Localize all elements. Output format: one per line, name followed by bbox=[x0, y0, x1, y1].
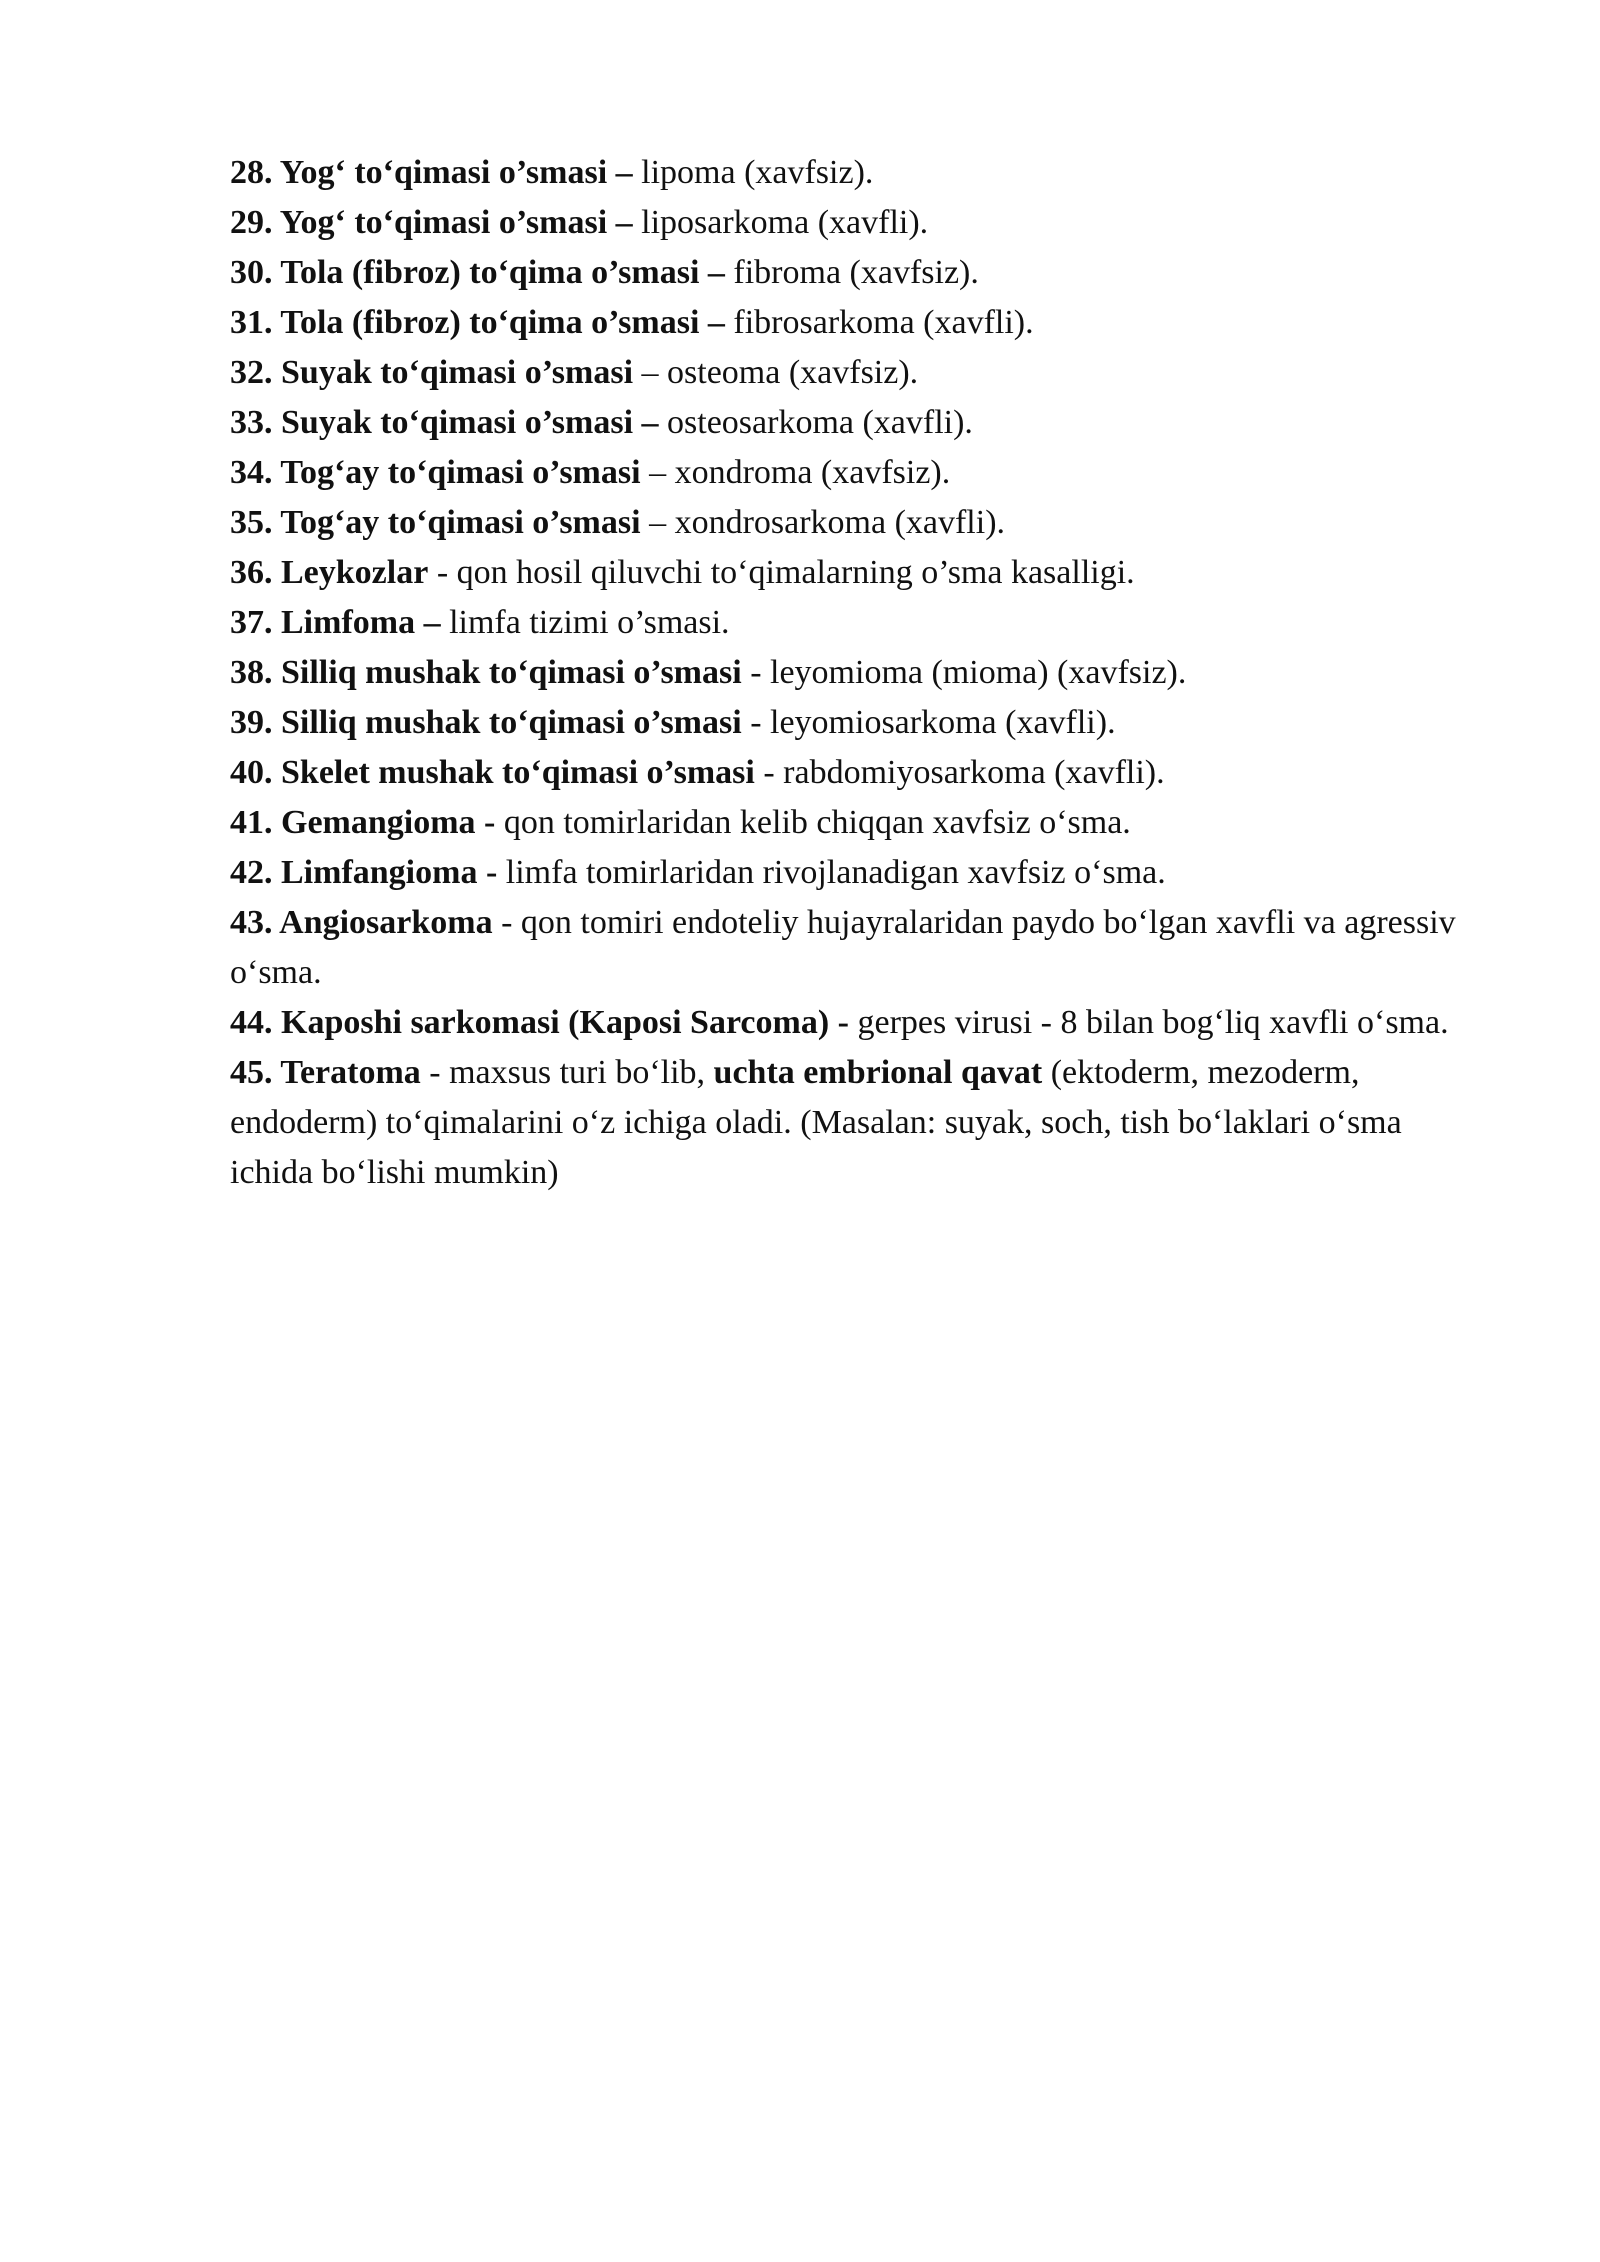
list-item bbox=[230, 748, 1490, 798]
entry-number: 33. bbox=[230, 404, 273, 441]
entry-term: Angiosarkoma bbox=[272, 904, 493, 941]
entry-description: – osteoma (xavfsiz). bbox=[633, 354, 919, 391]
entry-term: Tog‘ay to‘qimasi o’smasi bbox=[272, 504, 641, 541]
entry-number: 39. bbox=[230, 704, 273, 741]
entry-term: Suyak to‘qimasi o’smasi bbox=[272, 354, 634, 391]
entry-term: Limfoma – bbox=[272, 604, 441, 641]
entry-term: Yog‘ to‘qimasi o’smasi – bbox=[272, 204, 633, 241]
list-item bbox=[230, 348, 1490, 398]
entry-term: Yog‘ to‘qimasi o’smasi – bbox=[272, 154, 633, 191]
list-item bbox=[230, 898, 1490, 998]
entry-description: fibroma (xavfsiz). bbox=[724, 254, 979, 291]
entry-description: osteosarkoma (xavfli). bbox=[658, 404, 973, 441]
entry-description: – xondrosarkoma (xavfli). bbox=[640, 504, 1006, 541]
entry-number: 36. bbox=[230, 554, 273, 591]
entry-description: limfa tomirlaridan rivojlanadigan xavfsiz o‘sma. bbox=[497, 854, 1166, 891]
entry-term: Tog‘ay to‘qimasi o’smasi bbox=[272, 454, 641, 491]
list-item bbox=[230, 298, 1490, 348]
entry-description: gerpes virusi - 8 bilan bog‘liq xavfli o‘sma. bbox=[848, 1004, 1449, 1041]
entry-term: Leykozlar bbox=[272, 554, 429, 591]
entry-description: liposarkoma (xavfli). bbox=[632, 204, 929, 241]
entry-term: Silliq mushak to‘qimasi o’smasi bbox=[272, 704, 742, 741]
entry-description: fibrosarkoma (xavfli). bbox=[724, 304, 1034, 341]
entry-term: Silliq mushak to‘qimasi o’smasi bbox=[272, 654, 742, 691]
list-item bbox=[230, 798, 1490, 848]
entry-number: 40. bbox=[230, 754, 273, 791]
entry-description: lipoma (xavfsiz). bbox=[632, 154, 874, 191]
entry-description: - qon hosil qiluvchi to‘qimalarning o’sma kasalligi. bbox=[428, 554, 1135, 591]
entry-description: - leyomioma (mioma) (xavfsiz). bbox=[741, 654, 1187, 691]
entry-number: 29. bbox=[230, 204, 273, 241]
entry-term: Gemangioma - bbox=[272, 804, 496, 841]
entry-description: – xondroma (xavfsiz). bbox=[640, 454, 951, 491]
entry-emphasis: uchta embrional qavat bbox=[705, 1054, 1043, 1091]
entry-term: Limfangioma - bbox=[272, 854, 498, 891]
entry-term: Teratoma bbox=[272, 1054, 421, 1091]
entry-term: Tola (fibroz) to‘qima o’smasi – bbox=[272, 254, 725, 291]
entry-number: 45. bbox=[230, 1054, 273, 1091]
entry-description-continued: (ektoderm, mezoderm, endoderm) to‘qimalarini o‘z ichiga oladi. (Masalan: suyak, soch, tish bo‘laklari o‘sma ichida bo‘lishi mumkin) bbox=[230, 1054, 1402, 1191]
entry-number: 43. bbox=[230, 904, 273, 941]
list-item bbox=[230, 648, 1490, 698]
entry-number: 42. bbox=[230, 854, 273, 891]
list-item bbox=[230, 248, 1490, 298]
list-item bbox=[230, 1048, 1490, 1198]
entry-number: 41. bbox=[230, 804, 273, 841]
list-item bbox=[230, 498, 1490, 548]
entry-number: 32. bbox=[230, 354, 273, 391]
entry-number: 37. bbox=[230, 604, 273, 641]
entry-term: Kaposhi sarkomasi (Kaposi Sarcoma) - bbox=[272, 1004, 849, 1041]
entry-description: - qon tomiri endoteliy hujayralaridan paydo bo‘lgan xavfli va agressiv o‘sma. bbox=[230, 904, 1456, 991]
list-item bbox=[230, 548, 1490, 598]
list-item bbox=[230, 698, 1490, 748]
entry-number: 34. bbox=[230, 454, 273, 491]
entry-description: - rabdomiyosarkoma (xavfli). bbox=[754, 754, 1165, 791]
entry-number: 30. bbox=[230, 254, 273, 291]
entry-number: 28. bbox=[230, 154, 273, 191]
entry-description: limfa tizimi o’smasi. bbox=[440, 604, 730, 641]
entry-term: Tola (fibroz) to‘qima o’smasi – bbox=[272, 304, 725, 341]
entry-description: qon tomirlaridan kelib chiqqan xavfsiz o‘sma. bbox=[495, 804, 1131, 841]
list-item bbox=[230, 448, 1490, 498]
list-item bbox=[230, 148, 1490, 198]
list-item bbox=[230, 398, 1490, 448]
entry-number: 38. bbox=[230, 654, 273, 691]
entry-number: 35. bbox=[230, 504, 273, 541]
document-page bbox=[230, 148, 1490, 1198]
entry-term: Suyak to‘qimasi o’smasi – bbox=[272, 404, 659, 441]
entry-term: Skelet mushak to‘qimasi o’smasi bbox=[272, 754, 755, 791]
list-item bbox=[230, 598, 1490, 648]
list-item bbox=[230, 998, 1490, 1048]
entry-description: - leyomiosarkoma (xavfli). bbox=[741, 704, 1116, 741]
list-item bbox=[230, 198, 1490, 248]
entry-number: 31. bbox=[230, 304, 273, 341]
list-item bbox=[230, 848, 1490, 898]
entry-number: 44. bbox=[230, 1004, 273, 1041]
entry-description: - maxsus turi bo‘lib, bbox=[420, 1054, 706, 1091]
